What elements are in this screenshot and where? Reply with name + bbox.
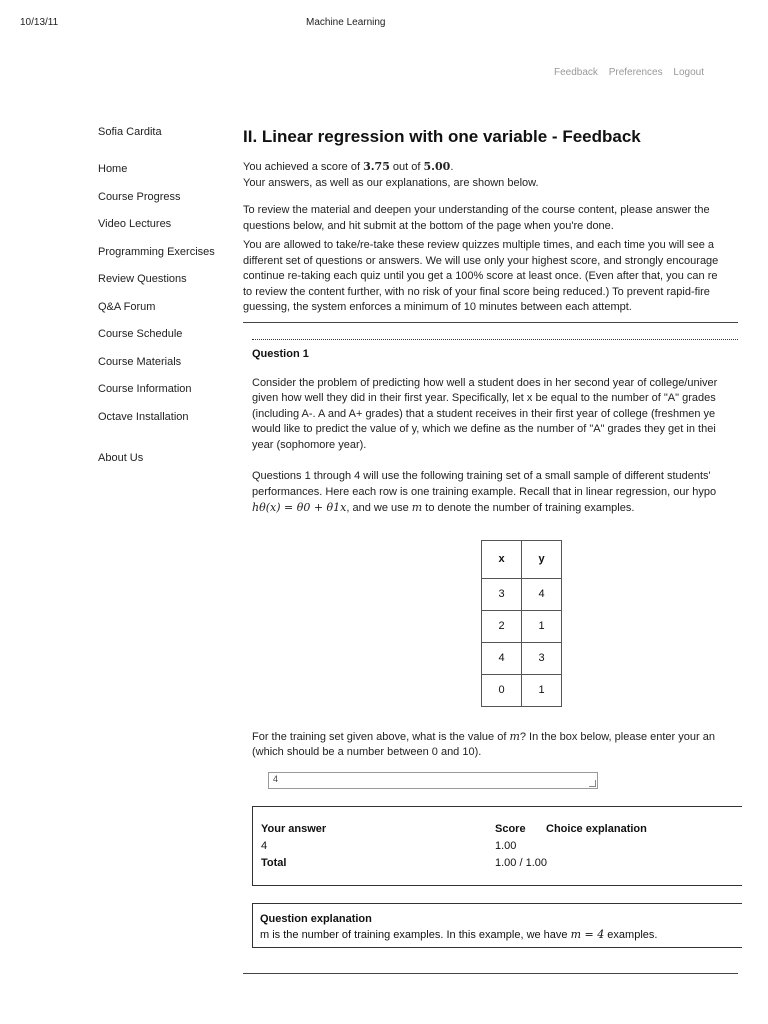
table-cell: 3 (482, 578, 522, 610)
hypothesis-m: m (411, 501, 423, 514)
question-block (252, 323, 768, 948)
answer-value: 4 (273, 773, 279, 784)
question-title: Question 1 (252, 347, 309, 360)
sidebar-item-course-information[interactable]: Course Information (98, 383, 192, 395)
table-row (482, 578, 562, 610)
page-title: II. Linear regression with one variable - Feedback (243, 127, 641, 146)
col-your-answer: Your answer (261, 822, 327, 835)
sidebar-item-programming-exercises[interactable]: Programming Exercises (98, 245, 215, 258)
sidebar-item-video-lectures[interactable]: Video Lectures (98, 218, 172, 230)
score-prefix: You achieved a score of (243, 161, 364, 173)
table-row (482, 642, 562, 674)
table-cell: 4 (482, 642, 522, 674)
training-set-line: performances. Here each row is one training example. Recall that in linear regression, our hypo (252, 485, 717, 498)
feedback-answer: 4 (261, 839, 268, 852)
retake-text-line: different set of questions or answers. We will use only your highest score, and strongly encourage (243, 254, 719, 267)
feedback-link[interactable]: Feedback (554, 67, 598, 78)
score-total: 5.00 (423, 160, 451, 173)
question-explanation-box (252, 903, 742, 948)
sidebar-item-course-progress[interactable]: Course Progress (98, 190, 181, 203)
training-set-table (481, 540, 562, 707)
table-cell: 3 (522, 642, 562, 674)
sidebar-item-qa-forum[interactable]: Q&A Forum (98, 300, 156, 313)
print-title: Machine Learning (306, 17, 386, 28)
answers-shown-text: Your answers, as well as our explanations, are shown below. (243, 176, 539, 189)
score-achieved: 3.75 (363, 160, 390, 173)
col-score: Score (495, 822, 526, 835)
score-middle: out of (389, 161, 424, 173)
feedback-score: 1.00 (495, 839, 517, 852)
feedback-total: 1.00 / 1.00 (495, 856, 547, 869)
explanation-post: examples. (604, 928, 658, 941)
table-header-row (482, 540, 562, 578)
explanation-title: Question explanation (260, 912, 372, 925)
training-set-line: Questions 1 through 4 will use the following training set of a small sample of different students' (252, 470, 711, 482)
sidebar-item-course-schedule[interactable]: Course Schedule (98, 328, 183, 340)
preferences-link[interactable]: Preferences (608, 67, 663, 78)
hypothesis-line (252, 500, 768, 517)
question-intro-line: year (sophomore year). (252, 438, 367, 451)
table-row (482, 610, 562, 642)
explanation-pre: m is the number of training examples. In this example, we have (260, 928, 571, 941)
top-links (554, 67, 712, 78)
prompt-pre: For the training set given above, what is the value of (252, 730, 510, 743)
sidebar-item-home[interactable]: Home (98, 163, 128, 175)
retake-text-line: You are allowed to take/re-take these review quizzes multiple times, and each time you will see a (243, 239, 715, 251)
explanation-math: m = 4 (570, 927, 605, 941)
sidebar-item-course-materials[interactable]: Course Materials (98, 355, 182, 368)
prompt-line (252, 729, 768, 746)
feedback-total-row (261, 855, 742, 872)
explanation-text (260, 927, 742, 943)
sidebar-nav (98, 163, 228, 438)
user-name: Sofia Cardita (98, 126, 162, 138)
table-header-x: x (482, 540, 522, 578)
prompt-m: m (509, 729, 520, 743)
question-intro-line: (including A-. A and A+ grades) that a student receives in their first year of college (freshmen ye (252, 407, 716, 420)
score-line (243, 159, 768, 176)
answer-textarea[interactable] (268, 772, 598, 789)
table-cell: 1 (522, 674, 562, 706)
print-date: 10/13/11 (20, 17, 59, 28)
retake-text-line: continue re-taking each quiz until you get a 100% score at least once. (Even after that, you can re (243, 270, 718, 282)
hypothesis-formula: hθ(x) = θ0 + θ1x (252, 501, 347, 514)
sidebar-item-review-questions[interactable]: Review Questions (98, 273, 187, 285)
table-cell: 2 (482, 610, 522, 642)
score-suffix: . (450, 161, 454, 173)
review-text-line: questions below, and hit submit at the bottom of the page when you're done. (243, 219, 614, 232)
bottom-divider (243, 973, 738, 974)
main-content (243, 126, 768, 974)
feedback-total-label: Total (261, 856, 287, 869)
retake-text-line: guessing, the system enforces a minimum of 10 minutes between each attempt. (243, 301, 632, 313)
feedback-table (252, 806, 742, 886)
sidebar-item-about-us[interactable]: About Us (98, 452, 144, 464)
feedback-answer-row (261, 838, 742, 855)
prompt-post: ? In the box below, please enter your an (519, 730, 715, 743)
question-intro-line: would like to predict the value of y, which we define as the number of "A" grades they get in thei (252, 423, 716, 435)
col-choice-explanation: Choice explanation (546, 822, 647, 835)
sidebar-item-octave-installation[interactable]: Octave Installation (98, 410, 189, 423)
feedback-header-row (261, 821, 742, 838)
sidebar (98, 126, 228, 464)
retake-text-line: to review the content further, with no risk of your final score being reduced.) To prevent rapid-fire (243, 285, 710, 298)
prompt-line-2: (which should be a number between 0 and 10). (252, 746, 482, 758)
table-cell: 4 (522, 578, 562, 610)
review-text-line: To review the material and deepen your understanding of the course content, please answer the (243, 204, 710, 216)
question-intro-line: given how well they did in their first year. Specifically, let x be equal to the number of "A" grades (252, 392, 716, 404)
table-cell: 1 (522, 610, 562, 642)
resize-grip-icon[interactable] (589, 780, 596, 787)
logout-link[interactable]: Logout (673, 67, 704, 78)
table-header-y: y (522, 540, 562, 578)
hypothesis-text-end: to denote the number of training examples. (422, 502, 635, 514)
table-row (482, 674, 562, 706)
question-intro-line: Consider the problem of predicting how well a student does in her second year of college/univer (252, 376, 718, 389)
hypothesis-text: , and we use (346, 502, 412, 514)
table-cell: 0 (482, 674, 522, 706)
